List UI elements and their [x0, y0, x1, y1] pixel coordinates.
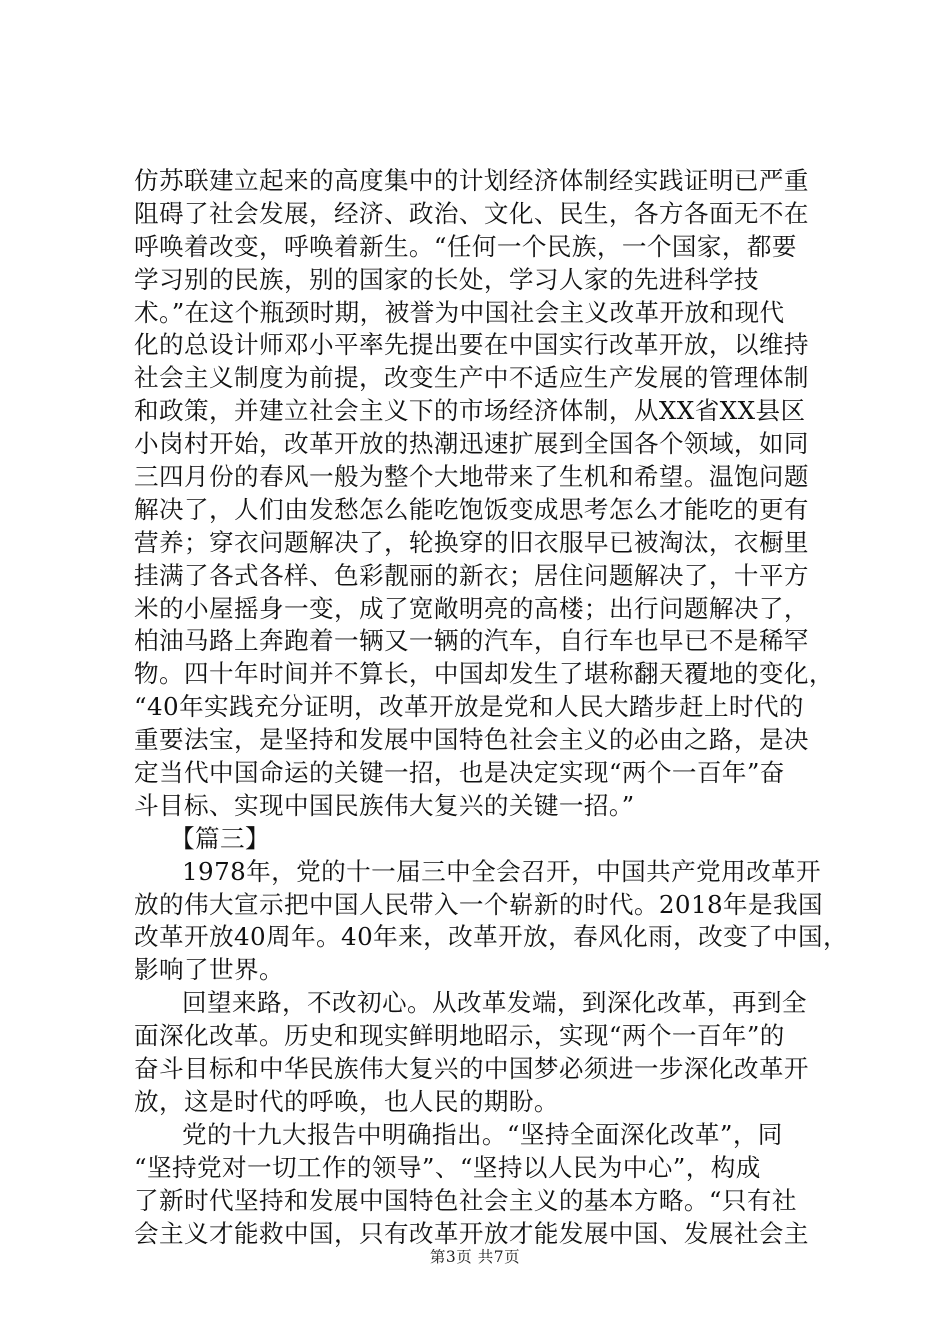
text-line: 化的总设计师邓小平率先提出要在中国实行改革开放，以维持 [134, 330, 809, 360]
text-line: 回望来路，不改初心。从改革发端，到深化改革，再到全 [182, 988, 807, 1018]
text-line: 物。四十年时间并不算长，中国却发生了堪称翻天覆地的变化， [134, 659, 834, 689]
paragraph-19th-congress [134, 1119, 864, 1251]
continued-paragraph [134, 165, 864, 823]
text-line: 面深化改革。历史和现实鲜明地昭示，实现“两个一百年”的 [134, 1021, 785, 1051]
text-line: 和政策，并建立社会主义下的市场经济体制，从XX省XX县区 [134, 396, 806, 426]
section-heading: 【篇三】 [170, 823, 270, 853]
text-line: 重要法宝，是坚持和发展中国特色社会主义的必由之路，是决 [134, 725, 809, 755]
text-line: 影响了世界。 [134, 955, 284, 985]
text-line: 党的十九大报告中明确指出。“坚持全面深化改革”，同 [182, 1119, 783, 1149]
text-line: “40年实践充分证明，改革开放是党和人民大踏步赶上时代的 [134, 692, 804, 722]
text-line: 仿苏联建立起来的高度集中的计划经济体制经实践证明已严重 [134, 166, 809, 195]
document-body [134, 165, 864, 1250]
text-line: 会主义才能救中国，只有改革开放才能发展中国、发展社会主 [134, 1218, 809, 1248]
text-line: 社会主义制度为前提，改变生产中不适应生产发展的管理体制 [134, 363, 809, 393]
paragraph-look-back [134, 987, 864, 1119]
text-line: 小岗村开始，改革开放的热潮迅速扩展到全国各个领域，如同 [134, 429, 809, 459]
text-line: 奋斗目标和中华民族伟大复兴的中国梦必须进一步深化改革开 [134, 1054, 809, 1084]
text-line: 学习别的民族，别的国家的长处，学习人家的先进科学技 [134, 264, 759, 294]
text-line: 三四月份的春风一般为整个大地带来了生机和希望。温饱问题 [134, 462, 809, 492]
text-line: 1978年，党的十一届三中全会召开，中国共产党用改革开 [182, 856, 822, 886]
text-line: 斗目标、实现中国民族伟大复兴的关键一招。” [134, 790, 635, 820]
text-line: “坚持党对一切工作的领导”、“坚持以人民为中心”，构成 [134, 1152, 761, 1182]
text-line: 挂满了各式各样、色彩靓丽的新衣；居住问题解决了，十平方 [134, 560, 809, 590]
paragraph-1978 [134, 856, 864, 988]
page-number: 第3页 共7页 [429, 1248, 521, 1266]
text-line: 营养；穿衣问题解决了，轮换穿的旧衣服早已被淘汰，衣橱里 [134, 527, 809, 557]
text-line: 米的小屋摇身一变，成了宽敞明亮的高楼；出行问题解决了， [134, 593, 809, 623]
text-line: 放，这是时代的呼唤，也人民的期盼。 [134, 1086, 559, 1116]
text-line: 定当代中国命运的关键一招，也是决定实现“两个一百年”奋 [134, 758, 785, 788]
text-line: 改革开放40周年。40年来，改革开放，春风化雨，改变了中国， [134, 922, 849, 952]
text-line: 了新时代坚持和发展中国特色社会主义的基本方略。“只有社 [134, 1185, 797, 1215]
text-line: 放的伟大宣示把中国人民带入一个崭新的时代。2018年是我国 [134, 889, 824, 919]
text-line: 阻碍了社会发展，经济、政治、文化、民生，各方各面无不在 [134, 198, 809, 228]
text-line: 柏油马路上奔跑着一辆又一辆的汽车，自行车也早已不是稀罕 [134, 626, 809, 656]
text-line: 解决了，人们由发愁怎么能吃饱饭变成思考怎么才能吃的更有 [134, 494, 809, 524]
text-line: 呼唤着改变，呼唤着新生。“任何一个民族，一个国家，都要 [134, 231, 797, 261]
text-line: 术。”在这个瓶颈时期，被誉为中国社会主义改革开放和现代 [134, 297, 785, 327]
